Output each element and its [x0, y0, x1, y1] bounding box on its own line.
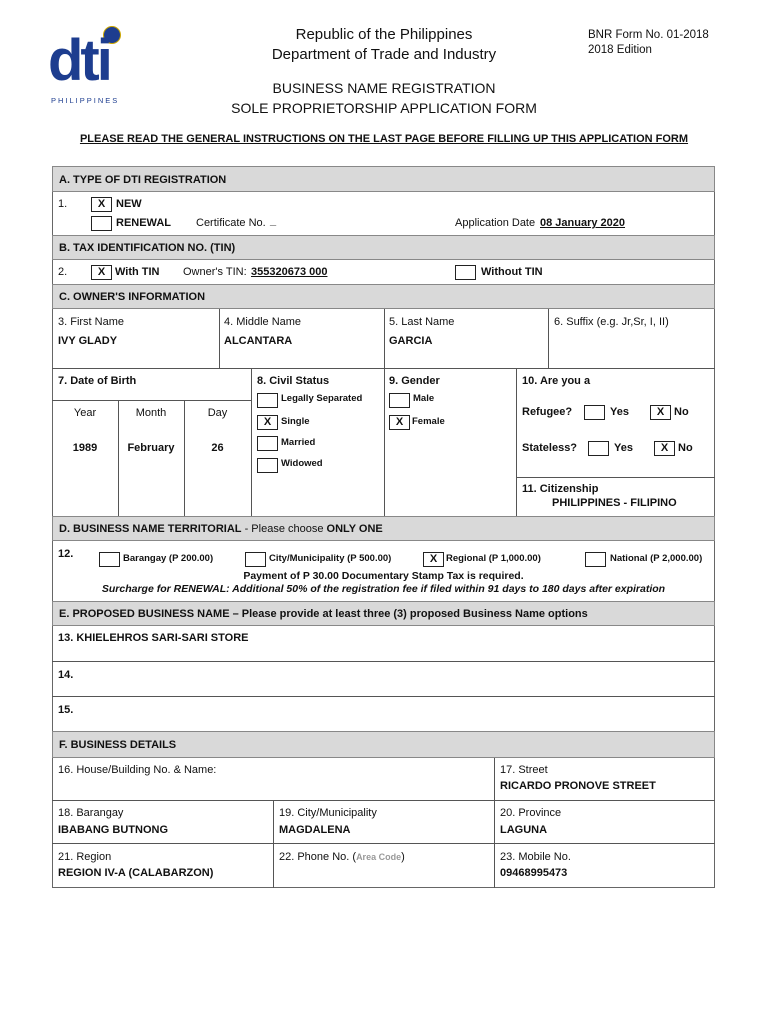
gender-label: 9. Gender [389, 375, 440, 387]
territorial-city-checkbox[interactable] [245, 552, 266, 567]
refugee-yes-checkbox[interactable] [584, 405, 605, 420]
section-a-title: A. TYPE OF DTI REGISTRATION [59, 174, 227, 186]
stateless-yes-label: Yes [614, 442, 633, 454]
gender-male-label: Male [413, 393, 435, 404]
day-label: Day [207, 407, 228, 419]
divider [384, 368, 385, 516]
barangay-label: 18. Barangay [58, 807, 124, 819]
house-label: 16. House/Building No. & Name: [58, 764, 217, 776]
civil-single-checkbox[interactable]: X [257, 415, 278, 430]
suffix-label: 6. Suffix (e.g. Jr,Sr, I, II) [554, 316, 669, 328]
owner-tin-value[interactable]: 355320673 000 [251, 266, 328, 278]
section-b-num: 2. [58, 266, 68, 278]
certificate-label: Certificate No. [196, 217, 266, 229]
renewal-label: RENEWAL [116, 217, 171, 229]
without-tin-checkbox[interactable] [455, 265, 476, 280]
section-c-title: C. OWNER'S INFORMATION [59, 291, 206, 303]
surcharge-note: Surcharge for RENEWAL: Additional 50% of the registration fee if filed within 91 days to 180 days after expiration [101, 583, 666, 595]
stateless-yes-checkbox[interactable] [588, 441, 609, 456]
province-label: 20. Province [500, 807, 562, 819]
civil-legally-separated-label: Legally Separated [281, 393, 363, 404]
last-name-value[interactable]: GARCIA [389, 335, 433, 347]
first-name-value[interactable]: IVY GLADY [58, 335, 118, 347]
divider [52, 800, 715, 801]
form-edition: 2018 Edition [588, 44, 652, 56]
month-label: Month [135, 407, 167, 419]
section-e-title: E. PROPOSED BUSINESS NAME – Please provide at least three (3) proposed Business Name options [59, 608, 588, 620]
city-label: 19. City/Municipality [279, 807, 377, 819]
phone-area-code-hint: Area Code [356, 852, 402, 862]
province-value[interactable]: LAGUNA [500, 824, 548, 836]
street-value[interactable]: RICARDO PRONOVE STREET [500, 780, 656, 792]
divider [52, 400, 251, 401]
dti-logo [48, 26, 128, 106]
day-value[interactable]: 26 [211, 442, 224, 454]
gender-male-checkbox[interactable] [389, 393, 410, 408]
refugee-label: Refugee? [522, 406, 573, 418]
civil-legally-separated-checkbox[interactable] [257, 393, 278, 408]
section-e-header [52, 601, 715, 626]
refugee-yes-label: Yes [610, 406, 629, 418]
gender-female-checkbox[interactable]: X [389, 415, 410, 430]
section-d-title: D. BUSINESS NAME TERRITORIAL [59, 523, 242, 535]
divider [251, 368, 252, 516]
divider [273, 800, 274, 888]
citizenship-value[interactable]: PHILIPPINES - FILIPINO [552, 497, 677, 509]
proposed-name-14[interactable]: 14. [58, 669, 74, 681]
renewal-checkbox[interactable] [91, 216, 112, 231]
territorial-barangay-checkbox[interactable] [99, 552, 120, 567]
proposed-name-15[interactable]: 15. [58, 704, 74, 716]
city-value[interactable]: MAGDALENA [279, 824, 351, 836]
section-a-num: 1. [58, 198, 68, 210]
logo-text: dti [48, 28, 110, 93]
civil-status-label: 8. Civil Status [257, 375, 330, 387]
section-d-title-mid: - Please choose [241, 523, 327, 535]
divider [384, 309, 385, 368]
civil-widowed-checkbox[interactable] [257, 458, 278, 473]
civil-married-label: Married [281, 437, 316, 448]
phone-label-text: 22. Phone No. ( [279, 851, 357, 863]
payment-note: Payment of P 30.00 Documentary Stamp Tax is required. [243, 570, 524, 582]
section-b-header [52, 235, 715, 260]
month-value[interactable]: February [127, 442, 175, 454]
section-d-num: 12. [58, 548, 74, 560]
territorial-regional-checkbox[interactable]: X [423, 552, 444, 567]
mobile-value[interactable]: 09468995473 [500, 867, 568, 879]
department-line: Department of Trade and Industry [271, 46, 497, 63]
dob-label: 7. Date of Birth [58, 375, 137, 387]
street-label: 17. Street [500, 764, 548, 776]
without-tin-label: Without TIN [481, 266, 543, 278]
application-date-value[interactable]: 08 January 2020 [540, 217, 626, 229]
year-label: Year [73, 407, 97, 419]
section-b-title: B. TAX IDENTIFICATION NO. (TIN) [59, 242, 236, 254]
logo-country: PHILIPPINES [51, 96, 120, 105]
barangay-value[interactable]: IBABANG BUTNONG [58, 824, 168, 836]
middle-name-value[interactable]: ALCANTARA [224, 335, 293, 347]
form-title-2: SOLE PROPRIETORSHIP APPLICATION FORM [231, 100, 537, 116]
phone-label [279, 851, 405, 863]
stateless-label: Stateless? [522, 442, 578, 454]
last-name-label: 5. Last Name [389, 316, 455, 328]
civil-single-label: Single [281, 416, 310, 427]
are-you-label: 10. Are you a [522, 375, 591, 387]
section-d-header [52, 516, 715, 541]
new-checkbox[interactable]: X [91, 197, 112, 212]
certificate-value[interactable]: _ [270, 215, 277, 227]
owner-tin-label: Owner's TIN: [183, 266, 247, 278]
divider [52, 661, 715, 662]
refugee-no-checkbox[interactable]: X [650, 405, 671, 420]
application-date-label: Application Date [455, 217, 536, 229]
instruction-line: PLEASE READ THE GENERAL INSTRUCTIONS ON THE LAST PAGE BEFORE FILLING UP THIS APPLICATION FORM [79, 133, 689, 145]
year-value[interactable]: 1989 [72, 442, 98, 454]
proposed-name-13[interactable]: 13. KHIELEHROS SARI-SARI STORE [58, 632, 249, 644]
section-f-title: F. BUSINESS DETAILS [59, 739, 177, 751]
mobile-label: 23. Mobile No. [500, 851, 571, 863]
stateless-no-checkbox[interactable]: X [654, 441, 675, 456]
phone-label-close: ) [401, 851, 405, 863]
territorial-national-label: National (P 2,000.00) [610, 553, 703, 564]
section-c-header [52, 284, 715, 309]
region-value[interactable]: REGION IV-A (CALABARZON) [58, 867, 214, 879]
first-name-label: 3. First Name [58, 316, 125, 328]
divider [516, 368, 517, 516]
divider [219, 309, 220, 368]
form-title-1: BUSINESS NAME REGISTRATION [272, 80, 496, 96]
region-label: 21. Region [58, 851, 112, 863]
territorial-barangay-label: Barangay (P 200.00) [123, 553, 214, 564]
civil-married-checkbox[interactable] [257, 436, 278, 451]
territorial-regional-label: Regional (P 1,000.00) [446, 553, 541, 564]
republic-line: Republic of the Philippines [295, 26, 473, 43]
stateless-no-label: No [678, 442, 693, 454]
middle-name-label: 4. Middle Name [224, 316, 302, 328]
new-label: NEW [116, 198, 142, 210]
divider [548, 309, 549, 368]
with-tin-label: With TIN [115, 266, 160, 278]
territorial-national-checkbox[interactable] [585, 552, 606, 567]
civil-widowed-label: Widowed [281, 458, 323, 469]
refugee-no-label: No [674, 406, 689, 418]
territorial-city-label: City/Municipality (P 500.00) [269, 553, 392, 564]
section-a-header [52, 166, 715, 192]
divider [516, 477, 715, 478]
with-tin-checkbox[interactable]: X [91, 265, 112, 280]
citizenship-label: 11. Citizenship [522, 483, 599, 495]
section-f-header [52, 731, 715, 758]
divider [494, 758, 495, 888]
section-d-title-only-one: ONLY ONE [326, 523, 383, 535]
gender-female-label: Female [412, 416, 445, 427]
form-number: BNR Form No. 01-2018 [588, 29, 709, 41]
divider [52, 696, 715, 697]
divider [52, 843, 715, 844]
